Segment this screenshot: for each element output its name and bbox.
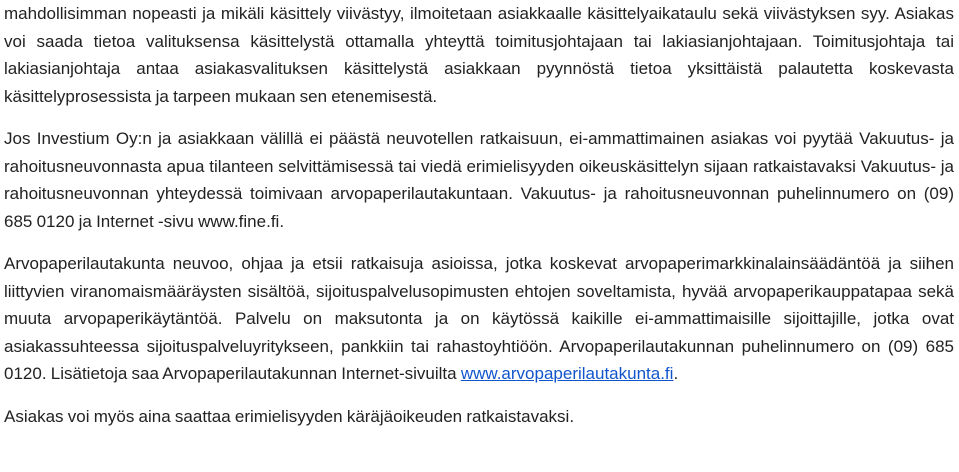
paragraph-text: Asiakas voi myös aina saattaa erimielisyyden käräjäoikeuden ratkaistavaksi.: [4, 406, 575, 426]
paragraph-district-court: [4, 403, 954, 431]
document-body: [4, 0, 954, 430]
paragraph-securities-board: [4, 250, 954, 388]
securities-board-link[interactable]: www.arvopaperilautakunta.fi: [460, 364, 674, 383]
paragraph-text: Arvopaperilautakunta neuvoo, ohjaa ja etsii ratkaisuja asioissa, jotka koskevat arvopaperimarkkinalainsäädäntöä ja siihen liittyvien viranomaismääräysten sisältöä, sijoituspalvelusopimusten ehtojen soveltamista, hyvää arvopaperikauppatapaa sekä muuta arvopaperikäytäntöä. Palvelu on maksutonta ja on käytössä kaikille ei-ammattimaisille sijoittajille, jotka ovat asiakassuhteessa sijoituspalveluyritykseen, pankkiin tai rahastoyhtiöön. Arvopaperilautakunnan puhelinnumero on (09) 685 0120. Lisätietoja saa Arvopaperilautakunnan Internet-sivuilta: [4, 254, 954, 383]
paragraph-period: .: [673, 364, 679, 383]
paragraph-text: mahdollisimman nopeasti ja mikäli käsittely viivästyy, ilmoitetaan asiakkaalle käsittelyaikataulu sekä viivästyksen syy. Asiakas voi saada tietoa valituksensa käsittelystä ottamalla yhteyttä toimitusjohtajaan tai lakiasianjohtajaan. Toimitusjohtaja tai lakiasianjohtaja antaa asiakasvalituksen käsittelystä asiakkaan pyynnöstä tietoa yksittäistä palautetta koskevasta käsittelyprosessista ja tarpeen mukaan sen etenemisestä.: [4, 4, 954, 106]
paragraph-text: Jos Investium Oy:n ja asiakkaan välillä ei päästä neuvotellen ratkaisuun, ei-ammattimainen asiakas voi pyytää Vakuutus- ja rahoitusneuvonnasta apua tilanteen selvittämisessä tai viedä erimielisyyden oikeuskäsittelyn sijaan ratkaistavaksi Vakuutus- ja rahoitusneuvonnan yhteydessä toimivaan arvopaperilautakuntaan. Vakuutus- ja rahoitusneuvonnan puhelinnumero on (09) 685 0120 ja Internet -sivu www.fine.fi.: [4, 129, 954, 231]
paragraph-complaint-handling: [4, 0, 954, 110]
paragraph-fine-advisory: [4, 125, 954, 235]
